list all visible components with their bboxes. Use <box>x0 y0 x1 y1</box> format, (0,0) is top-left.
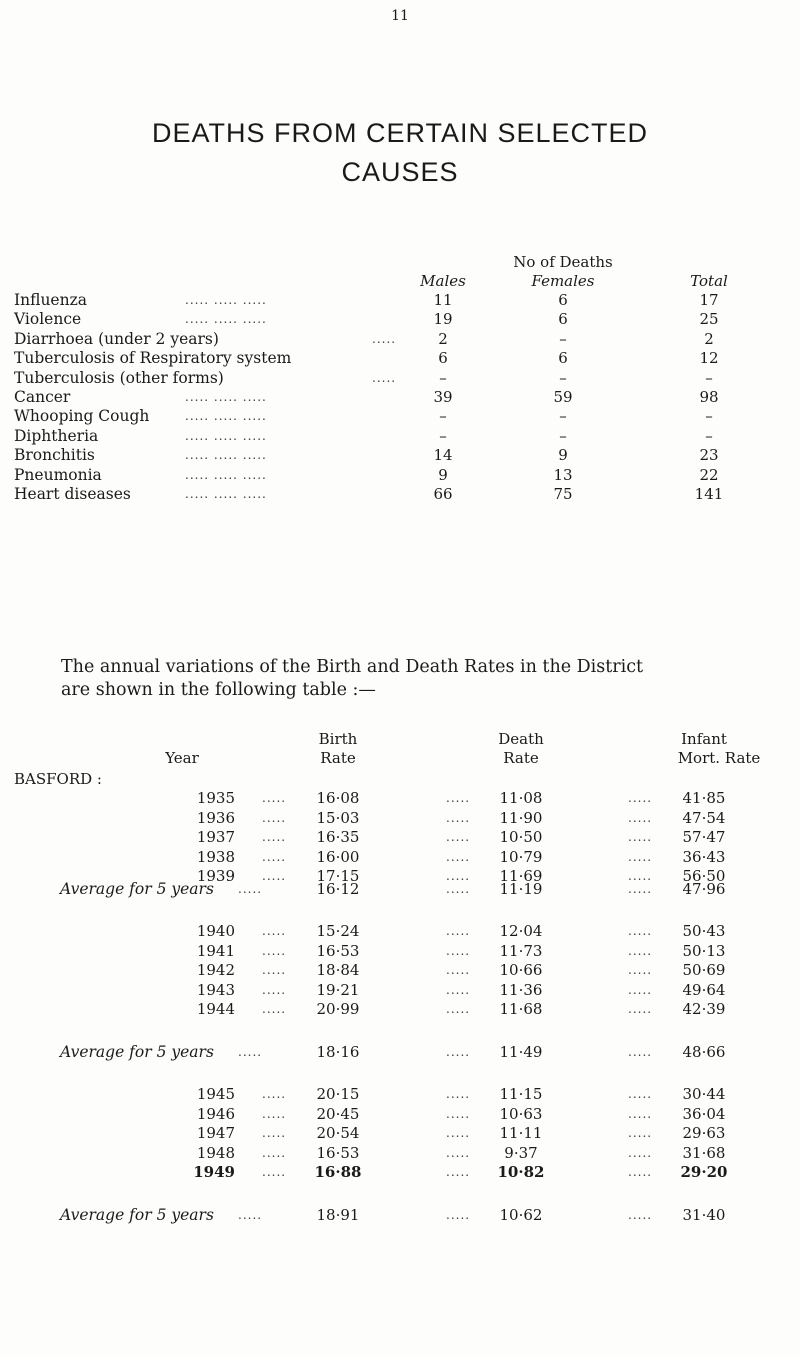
year-cell: 1942 <box>196 961 235 980</box>
average-birth-rate: 18·91 <box>316 1206 360 1224</box>
year-cell: 1940 <box>196 922 235 940</box>
birth-rate-cell: 16·88 <box>314 1163 362 1182</box>
males-value: – <box>439 426 447 445</box>
infant-mort-header-line-1: Infant <box>681 730 727 748</box>
birth-rate-cell: 20·99 <box>316 1000 360 1019</box>
average-label: Average for 5 years <box>60 880 214 898</box>
cause-label: Bronchitis <box>14 446 95 465</box>
leader-dots: ..... <box>262 982 287 997</box>
intro-line-1: The annual variations of the Birth and Death Rates in the District <box>61 657 644 677</box>
birth-rate-cell: 16·35 <box>316 828 360 847</box>
death-rate-cell: 11·08 <box>499 789 543 807</box>
average-infant-mort: 31·40 <box>682 1206 726 1224</box>
leader-dots: ..... <box>628 882 653 896</box>
death-rate-cell: 10·50 <box>499 828 543 847</box>
leader-dots: ..... <box>628 1208 653 1222</box>
leader-dots: ..... <box>628 963 653 978</box>
leader-dots: ..... <box>446 1208 471 1222</box>
leader-dots: ..... ..... ..... <box>185 390 267 404</box>
year-cell: 1935 <box>196 789 235 807</box>
cause-label: Violence <box>14 310 82 329</box>
infant-mort-cell: 42·39 <box>682 1000 726 1019</box>
leader-dots: ..... <box>628 924 653 938</box>
leader-dots: ..... <box>446 943 471 958</box>
no-of-deaths-header: No of Deaths <box>513 253 613 271</box>
males-value: 19 <box>433 310 453 329</box>
leader-dots: ..... <box>262 810 287 825</box>
leader-dots: ..... <box>262 1002 287 1017</box>
infant-mort-cell: 50·43 <box>682 922 726 940</box>
leader-dots: ..... <box>446 869 471 884</box>
birth-rate-cell: 20·45 <box>316 1104 360 1123</box>
males-value: – <box>439 368 447 387</box>
birth-rate-cell: 20·15 <box>316 1085 360 1103</box>
leader-dots: ..... <box>238 1045 263 1059</box>
leader-dots: ..... <box>262 943 287 958</box>
leader-dots: ..... <box>628 1106 653 1121</box>
females-column-header: Females <box>531 272 595 290</box>
leader-dots: ..... <box>446 1045 471 1059</box>
leader-dots: ..... ..... ..... <box>185 487 267 501</box>
females-value: – <box>559 407 567 426</box>
leader-dots: ..... <box>262 1126 287 1141</box>
females-value: 6 <box>558 291 568 309</box>
total-value: – <box>705 368 713 387</box>
infant-mort-cell: 30·44 <box>682 1085 726 1103</box>
total-value: 12 <box>699 349 719 368</box>
females-value: 59 <box>553 388 573 406</box>
total-column-header: Total <box>690 272 728 290</box>
leader-dots: ..... <box>446 882 471 896</box>
leader-dots: ..... <box>262 1145 287 1160</box>
death-rate-cell: 11·73 <box>499 941 543 960</box>
females-value: – <box>559 368 567 387</box>
total-value: 98 <box>699 388 719 406</box>
leader-dots: ..... <box>262 791 287 805</box>
birth-rate-cell: 16·08 <box>316 789 360 807</box>
birth-rate-cell: 19·21 <box>316 980 360 999</box>
birth-rate-cell: 16·53 <box>316 941 360 960</box>
infant-mort-cell: 36·04 <box>682 1104 726 1123</box>
leader-dots: ..... <box>446 1126 471 1141</box>
birth-rate-cell: 15·03 <box>316 808 360 827</box>
year-cell: 1949 <box>193 1163 235 1182</box>
males-value: 2 <box>438 329 448 348</box>
total-value: – <box>705 426 713 445</box>
total-value: 23 <box>699 446 719 465</box>
death-rate-cell: 10·66 <box>499 961 543 980</box>
cause-label: Whooping Cough <box>14 407 150 426</box>
males-value: 11 <box>433 291 453 309</box>
leader-dots: ..... <box>262 1087 287 1101</box>
death-rate-cell: 11·11 <box>499 1124 543 1143</box>
cause-label: Diarrhoea (under 2 years) <box>14 329 219 348</box>
death-rate-header-line-1: Death <box>498 730 544 748</box>
average-label: Average for 5 years <box>60 1043 214 1061</box>
death-rate-header-line-2: Rate <box>503 749 539 767</box>
birth-rate-cell: 17·15 <box>316 867 360 886</box>
leader-dots: ..... <box>446 830 471 845</box>
leader-dots: ..... <box>628 1165 653 1180</box>
total-value: 2 <box>704 329 714 348</box>
death-rate-cell: 11·69 <box>499 867 543 886</box>
leader-dots: ..... <box>372 370 397 385</box>
page-number: 11 <box>391 8 409 24</box>
females-value: – <box>559 329 567 348</box>
leader-dots: ..... <box>262 963 287 978</box>
average-death-rate: 11·19 <box>499 880 543 898</box>
infant-mort-header-line-2: Mort. Rate <box>677 749 761 767</box>
cause-label: Tuberculosis of Respiratory system <box>14 349 292 368</box>
year-cell: 1945 <box>196 1085 235 1103</box>
leader-dots: ..... <box>372 331 397 346</box>
leader-dots: ..... <box>628 810 653 825</box>
average-birth-rate: 18·16 <box>316 1043 360 1061</box>
leader-dots: ..... <box>628 869 653 884</box>
birth-rate-cell: 20·54 <box>316 1124 360 1143</box>
year-cell: 1947 <box>196 1124 235 1143</box>
leader-dots: ..... <box>262 869 287 884</box>
birth-rate-cell: 15·24 <box>316 922 360 940</box>
leader-dots: ..... <box>446 849 471 864</box>
leader-dots: ..... <box>446 810 471 825</box>
leader-dots: ..... <box>262 924 287 938</box>
females-value: 6 <box>558 349 568 368</box>
males-value: 14 <box>433 446 453 465</box>
cause-label: Tuberculosis (other forms) <box>14 368 224 387</box>
average-death-rate: 10·62 <box>499 1206 543 1224</box>
total-value: 25 <box>699 310 719 329</box>
leader-dots: ..... <box>446 791 471 805</box>
leader-dots: ..... ..... ..... <box>185 428 267 443</box>
year-cell: 1946 <box>196 1104 235 1123</box>
death-rate-cell: 11·68 <box>499 1000 543 1019</box>
year-cell: 1943 <box>196 980 235 999</box>
leader-dots: ..... <box>446 1002 471 1017</box>
total-value: 22 <box>699 465 719 484</box>
average-infant-mort: 47·96 <box>682 880 726 898</box>
intro-line-2: are shown in the following table :— <box>61 680 376 700</box>
leader-dots: ..... <box>446 924 471 938</box>
leader-dots: ..... ..... ..... <box>185 448 267 463</box>
cause-label: Diphtheria <box>14 426 99 445</box>
death-rate-cell: 9·37 <box>504 1143 538 1162</box>
death-rate-cell: 10·63 <box>499 1104 543 1123</box>
cause-label: Heart diseases <box>14 485 131 503</box>
death-rate-cell: 10·82 <box>497 1163 545 1182</box>
death-rate-cell: 10·79 <box>499 847 543 866</box>
leader-dots: ..... <box>262 1106 287 1121</box>
death-rate-cell: 12·04 <box>499 922 543 940</box>
infant-mort-cell: 50·69 <box>682 961 726 980</box>
infant-mort-cell: 50·13 <box>682 941 726 960</box>
birth-rate-header-line-1: Birth <box>318 730 358 748</box>
death-rate-cell: 11·15 <box>499 1085 543 1103</box>
leader-dots: ..... <box>628 1145 653 1160</box>
infant-mort-cell: 49·64 <box>682 980 726 999</box>
leader-dots: ..... <box>628 1045 653 1059</box>
leader-dots: ..... <box>628 1126 653 1141</box>
average-label: Average for 5 years <box>60 1206 214 1224</box>
total-value: 17 <box>699 291 719 309</box>
leader-dots: ..... ..... ..... <box>185 312 267 327</box>
leader-dots: ..... <box>262 1165 287 1180</box>
year-column-header: Year <box>165 749 199 767</box>
leader-dots: ..... <box>446 982 471 997</box>
cause-label: Influenza <box>14 291 87 309</box>
leader-dots: ..... <box>628 830 653 845</box>
infant-mort-cell: 29·20 <box>680 1163 728 1182</box>
year-cell: 1936 <box>196 808 235 827</box>
cause-label: Cancer <box>14 388 71 406</box>
leader-dots: ..... <box>628 849 653 864</box>
year-cell: 1938 <box>196 847 235 866</box>
death-rate-cell: 11·90 <box>499 808 543 827</box>
males-value: 66 <box>433 485 453 503</box>
year-cell: 1939 <box>196 867 235 886</box>
total-value: 141 <box>694 485 724 503</box>
total-value: – <box>705 407 713 426</box>
infant-mort-cell: 36·43 <box>682 847 726 866</box>
infant-mort-cell: 56·50 <box>682 867 726 886</box>
leader-dots: ..... <box>446 963 471 978</box>
average-death-rate: 11·49 <box>499 1043 543 1061</box>
death-rate-cell: 11·36 <box>499 980 543 999</box>
year-cell: 1948 <box>196 1143 235 1162</box>
average-birth-rate: 16·12 <box>316 880 360 898</box>
cause-label: Pneumonia <box>14 465 102 484</box>
leader-dots: ..... ..... ..... <box>185 293 267 307</box>
birth-rate-cell: 18·84 <box>316 961 360 980</box>
leader-dots: ..... <box>628 791 653 805</box>
leader-dots: ..... <box>446 1165 471 1180</box>
year-cell: 1944 <box>196 1000 235 1019</box>
infant-mort-cell: 47·54 <box>682 808 726 827</box>
average-infant-mort: 48·66 <box>682 1043 726 1061</box>
infant-mort-cell: 57·47 <box>682 828 726 847</box>
year-cell: 1937 <box>196 828 235 847</box>
leader-dots: ..... <box>446 1106 471 1121</box>
page-title-line-2: CAUSES <box>341 157 459 187</box>
birth-rate-header-line-2: Rate <box>320 749 356 767</box>
leader-dots: ..... <box>446 1145 471 1160</box>
leader-dots: ..... <box>238 882 263 896</box>
leader-dots: ..... <box>628 1002 653 1017</box>
infant-mort-cell: 29·63 <box>682 1124 726 1143</box>
infant-mort-cell: 41·85 <box>682 789 726 807</box>
district-label: BASFORD : <box>14 770 102 788</box>
leader-dots: ..... <box>628 943 653 958</box>
males-value: 6 <box>438 349 448 368</box>
leader-dots: ..... <box>238 1208 263 1222</box>
leader-dots: ..... ..... ..... <box>185 409 267 424</box>
leader-dots: ..... <box>262 849 287 864</box>
leader-dots: ..... ..... ..... <box>185 467 267 482</box>
page-title: DEATHS FROM CERTAIN SELECTED <box>151 118 649 148</box>
birth-rate-cell: 16·53 <box>316 1143 360 1162</box>
males-value: 39 <box>433 388 453 406</box>
females-value: 13 <box>553 465 573 484</box>
year-cell: 1941 <box>196 941 235 960</box>
males-column-header: Males <box>420 272 466 290</box>
leader-dots: ..... <box>628 982 653 997</box>
leader-dots: ..... <box>628 1087 653 1101</box>
females-value: – <box>559 426 567 445</box>
infant-mort-cell: 31·68 <box>682 1143 726 1162</box>
birth-rate-cell: 16·00 <box>316 847 360 866</box>
males-value: 9 <box>438 465 448 484</box>
leader-dots: ..... <box>262 830 287 845</box>
males-value: – <box>439 407 447 426</box>
females-value: 9 <box>558 446 568 465</box>
females-value: 6 <box>558 310 568 329</box>
females-value: 75 <box>553 485 573 503</box>
leader-dots: ..... <box>446 1087 471 1101</box>
